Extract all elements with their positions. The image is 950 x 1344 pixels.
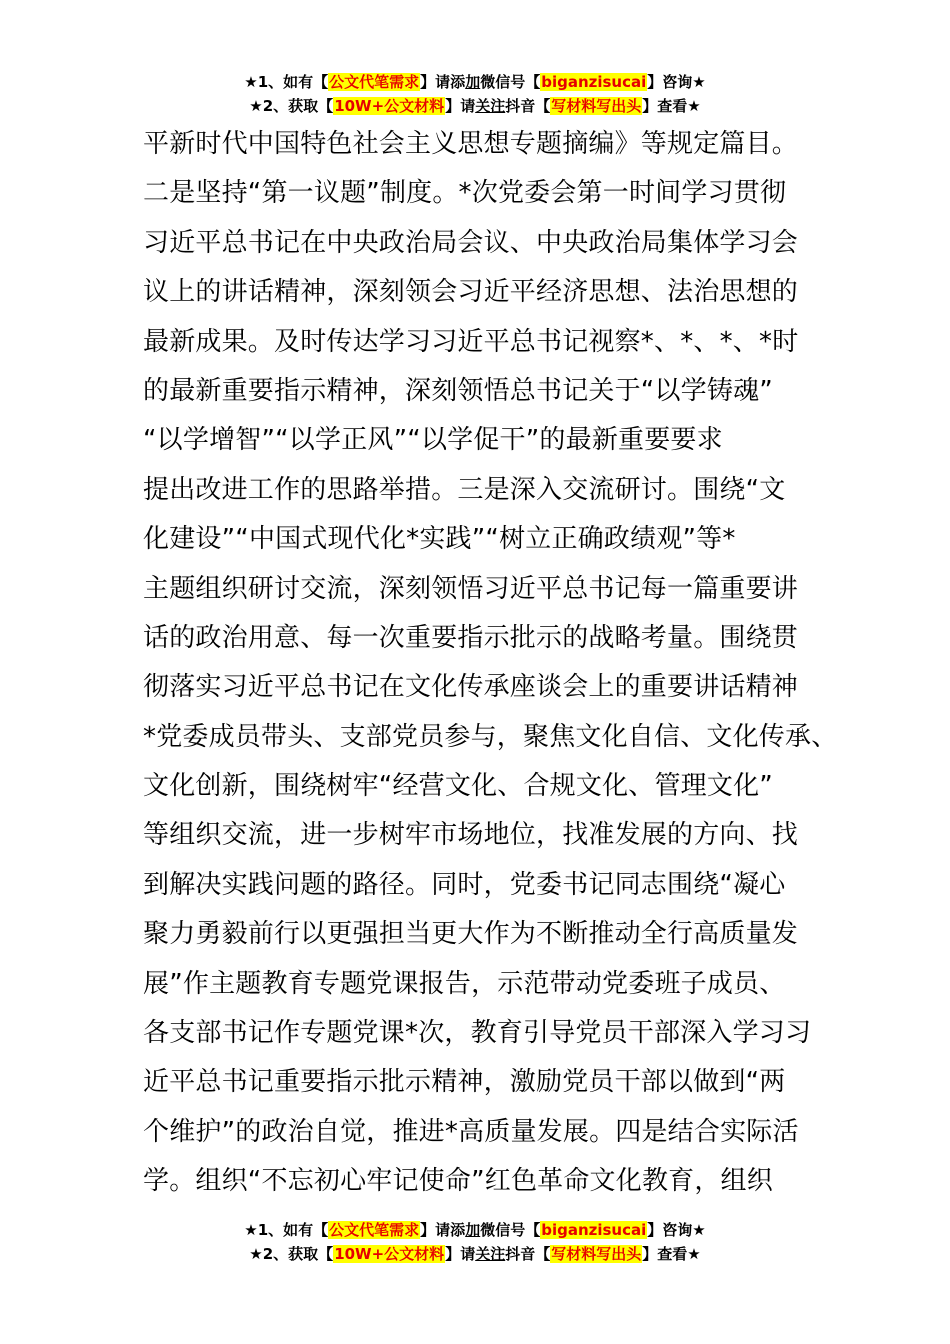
body-line: 个维护”的政治自觉，推进*高质量发展。四是结合实际活 <box>143 1116 799 1147</box>
body-line: 话的政治用意、每一次重要指示批示的战略考量。围绕贯 <box>143 622 799 653</box>
header-banner <box>0 70 950 118</box>
banner-text: 】请 <box>445 1245 476 1263</box>
body-line: 聚力勇毅前行以更强担当更大作为不断推动全行高质量发 <box>143 919 799 950</box>
body-line: 的最新重要指示精神，深刻领悟总书记关于“以学铸魂” <box>143 375 773 406</box>
banner-underlined: 加 <box>465 73 481 91</box>
banner-text: ★1、如有【 <box>244 1221 329 1239</box>
wechat-id: biganzisucai <box>541 1221 647 1239</box>
body-line: 彻落实习近平总书记在文化传承座谈会上的重要讲话精神 <box>143 672 799 703</box>
body-line: 等组织交流，进一步树牢市场地位，找准发展的方向、找 <box>143 820 799 851</box>
body-line: 化建设”“中国式现代化*实践”“树立正确政绩观”等* <box>143 524 736 555</box>
footer-banner <box>0 1218 950 1266</box>
banner-text: 】请 <box>445 97 476 115</box>
body-line: 展”作主题教育专题党课报告，示范带动党委班子成员、 <box>143 968 786 999</box>
banner-text: 抖音【 <box>505 1245 551 1263</box>
banner-text: ★2、获取【 <box>249 97 334 115</box>
body-line: 平新时代中国特色社会主义思想专题摘编》等规定篇目。 <box>143 129 799 159</box>
body-line: 近平总书记重要指示批示精神，激励党员干部以做到“两 <box>143 1067 786 1098</box>
banner-text: 】请添 <box>420 73 466 91</box>
banner-underlined: 关注 <box>475 97 506 115</box>
douyin-account: 写材料写出头 <box>551 1245 642 1263</box>
banner-text: 微信号【 <box>480 1221 541 1239</box>
banner-text: 】查看★ <box>642 97 701 115</box>
body-line: 议上的讲话精神，深刻领会习近平经济思想、法治思想的 <box>143 277 799 308</box>
header-line-1 <box>0 70 950 94</box>
body-line: 二是坚持“第一议题”制度。*次党委会第一时间学习贯彻 <box>143 178 787 209</box>
body-line: 学。组织“不忘初心牢记使命”红色革命文化教育，组织 <box>143 1166 773 1197</box>
body-line: “以学增智”“以学正风”“以学促干”的最新重要要求 <box>143 425 723 456</box>
body-line: *党委成员带头、支部党员参与，聚焦文化自信、文化传承、 <box>143 721 838 752</box>
banner-highlight: 10W+公文材料 <box>334 97 445 115</box>
body-line: 习近平总书记在中央政治局会议、中央政治局集体学习会 <box>143 227 799 258</box>
douyin-account: 写材料写出头 <box>551 97 642 115</box>
banner-text: ★1、如有【 <box>244 73 329 91</box>
banner-underlined: 关注 <box>475 1245 506 1263</box>
banner-text: 微信号【 <box>480 73 541 91</box>
body-line: 文化创新，围绕树牢“经营文化、合规文化、管理文化” <box>143 771 773 802</box>
body-line: 提出改进工作的思路举措。三是深入交流研讨。围绕“文 <box>143 474 786 505</box>
banner-text: 】咨询★ <box>647 1221 706 1239</box>
document-body <box>143 120 838 1207</box>
header-line-2 <box>0 94 950 118</box>
body-line: 最新成果。及时传达学习习近平总书记视察*、*、*、*时 <box>143 326 799 357</box>
banner-text: 】查看★ <box>642 1245 701 1263</box>
footer-line-1 <box>0 1218 950 1242</box>
body-line: 各支部书记作专题党课*次，教育引导党员干部深入学习习 <box>143 1018 812 1049</box>
body-line: 主题组织研讨交流，深刻领悟习近平总书记每一篇重要讲 <box>143 573 799 604</box>
banner-highlight: 10W+公文材料 <box>334 1245 445 1263</box>
banner-text: ★2、获取【 <box>249 1245 334 1263</box>
banner-text: 】请添 <box>420 1221 466 1239</box>
banner-text: 】咨询★ <box>647 73 706 91</box>
body-line: 到解决实践问题的路径。同时，党委书记同志围绕“凝心 <box>143 869 786 900</box>
banner-highlight: 公文代笔需求 <box>329 1221 420 1239</box>
banner-highlight: 公文代笔需求 <box>329 73 420 91</box>
banner-underlined: 加 <box>465 1221 481 1239</box>
footer-line-2 <box>0 1242 950 1266</box>
banner-text: 抖音【 <box>505 97 551 115</box>
wechat-id: biganzisucai <box>541 73 647 91</box>
